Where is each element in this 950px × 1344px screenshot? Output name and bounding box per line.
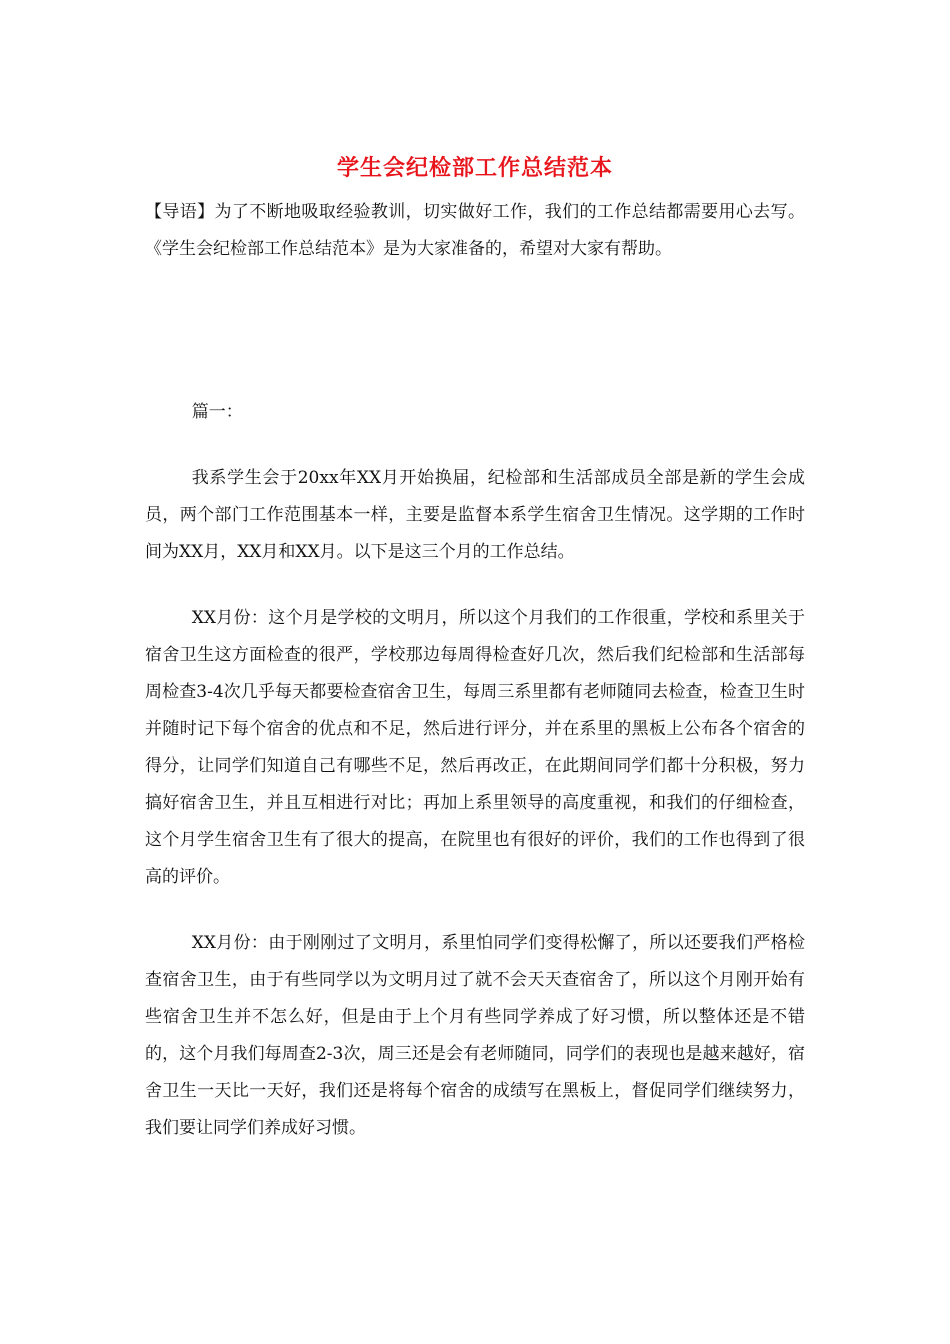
body-paragraph-3: XX月份：由于刚刚过了文明月，系里怕同学们变得松懈了，所以还要我们严格检查宿舍卫生，由于有些同学以为文明月过了就不会天天查宿舍了，所以这个月刚开始有些宿舍卫生并不怎么好，但是由于上个月有些同学养成了好习惯，所以整体还是不错的，这个月我们每周查2-3次，周三还是会有老师随同，同学们的表现也是越来越好，宿舍卫生一天比一天好，我们还是将每个宿舍的成绩写在黑板上，督促同学们继续努力，我们要让同学们养成好习惯。	[145, 933, 805, 1138]
body-paragraph-2: XX月份：这个月是学校的文明月，所以这个月我们的工作很重，学校和系里关于宿舍卫生这方面检查的很严，学校那边每周得检查好几次，然后我们纪检部和生活部每周检查3-4次几乎每天都要检查宿舍卫生，每周三系里都有老师随同去检查，检查卫生时并随时记下每个宿舍的优点和不足，然后进行评分，并在系里的黑板上公布各个宿舍的得分，让同学们知道自己有哪些不足，然后再改正，在此期间同学们都十分积极，努力搞好宿舍卫生，并且互相进行对比；再加上系里领导的高度重视，和我们的仔细检查，这个月学生宿舍卫生有了很大的提高，在院里也有很好的评价，我们的工作也得到了很高的评价。	[145, 608, 805, 887]
section-label: 篇一：	[191, 402, 243, 422]
document-title: 学生会纪检部工作总结范本	[336, 155, 613, 181]
document-page	[145, 148, 805, 1147]
body-paragraph-1: 我系学生会于20xx年XX月开始换届，纪检部和生活部成员全部是新的学生会成员，两个部门工作范围基本一样，主要是监督本系学生宿舍卫生情况。这学期的工作时间为XX月，XX月和XX月。以下是这三个月的工作总结。	[145, 468, 805, 562]
intro-paragraph: 【导语】为了不断地吸取经验教训，切实做好工作，我们的工作总结都需要用心去写。《学生会纪检部工作总结范本》是为大家准备的，希望对大家有帮助。	[145, 202, 805, 259]
